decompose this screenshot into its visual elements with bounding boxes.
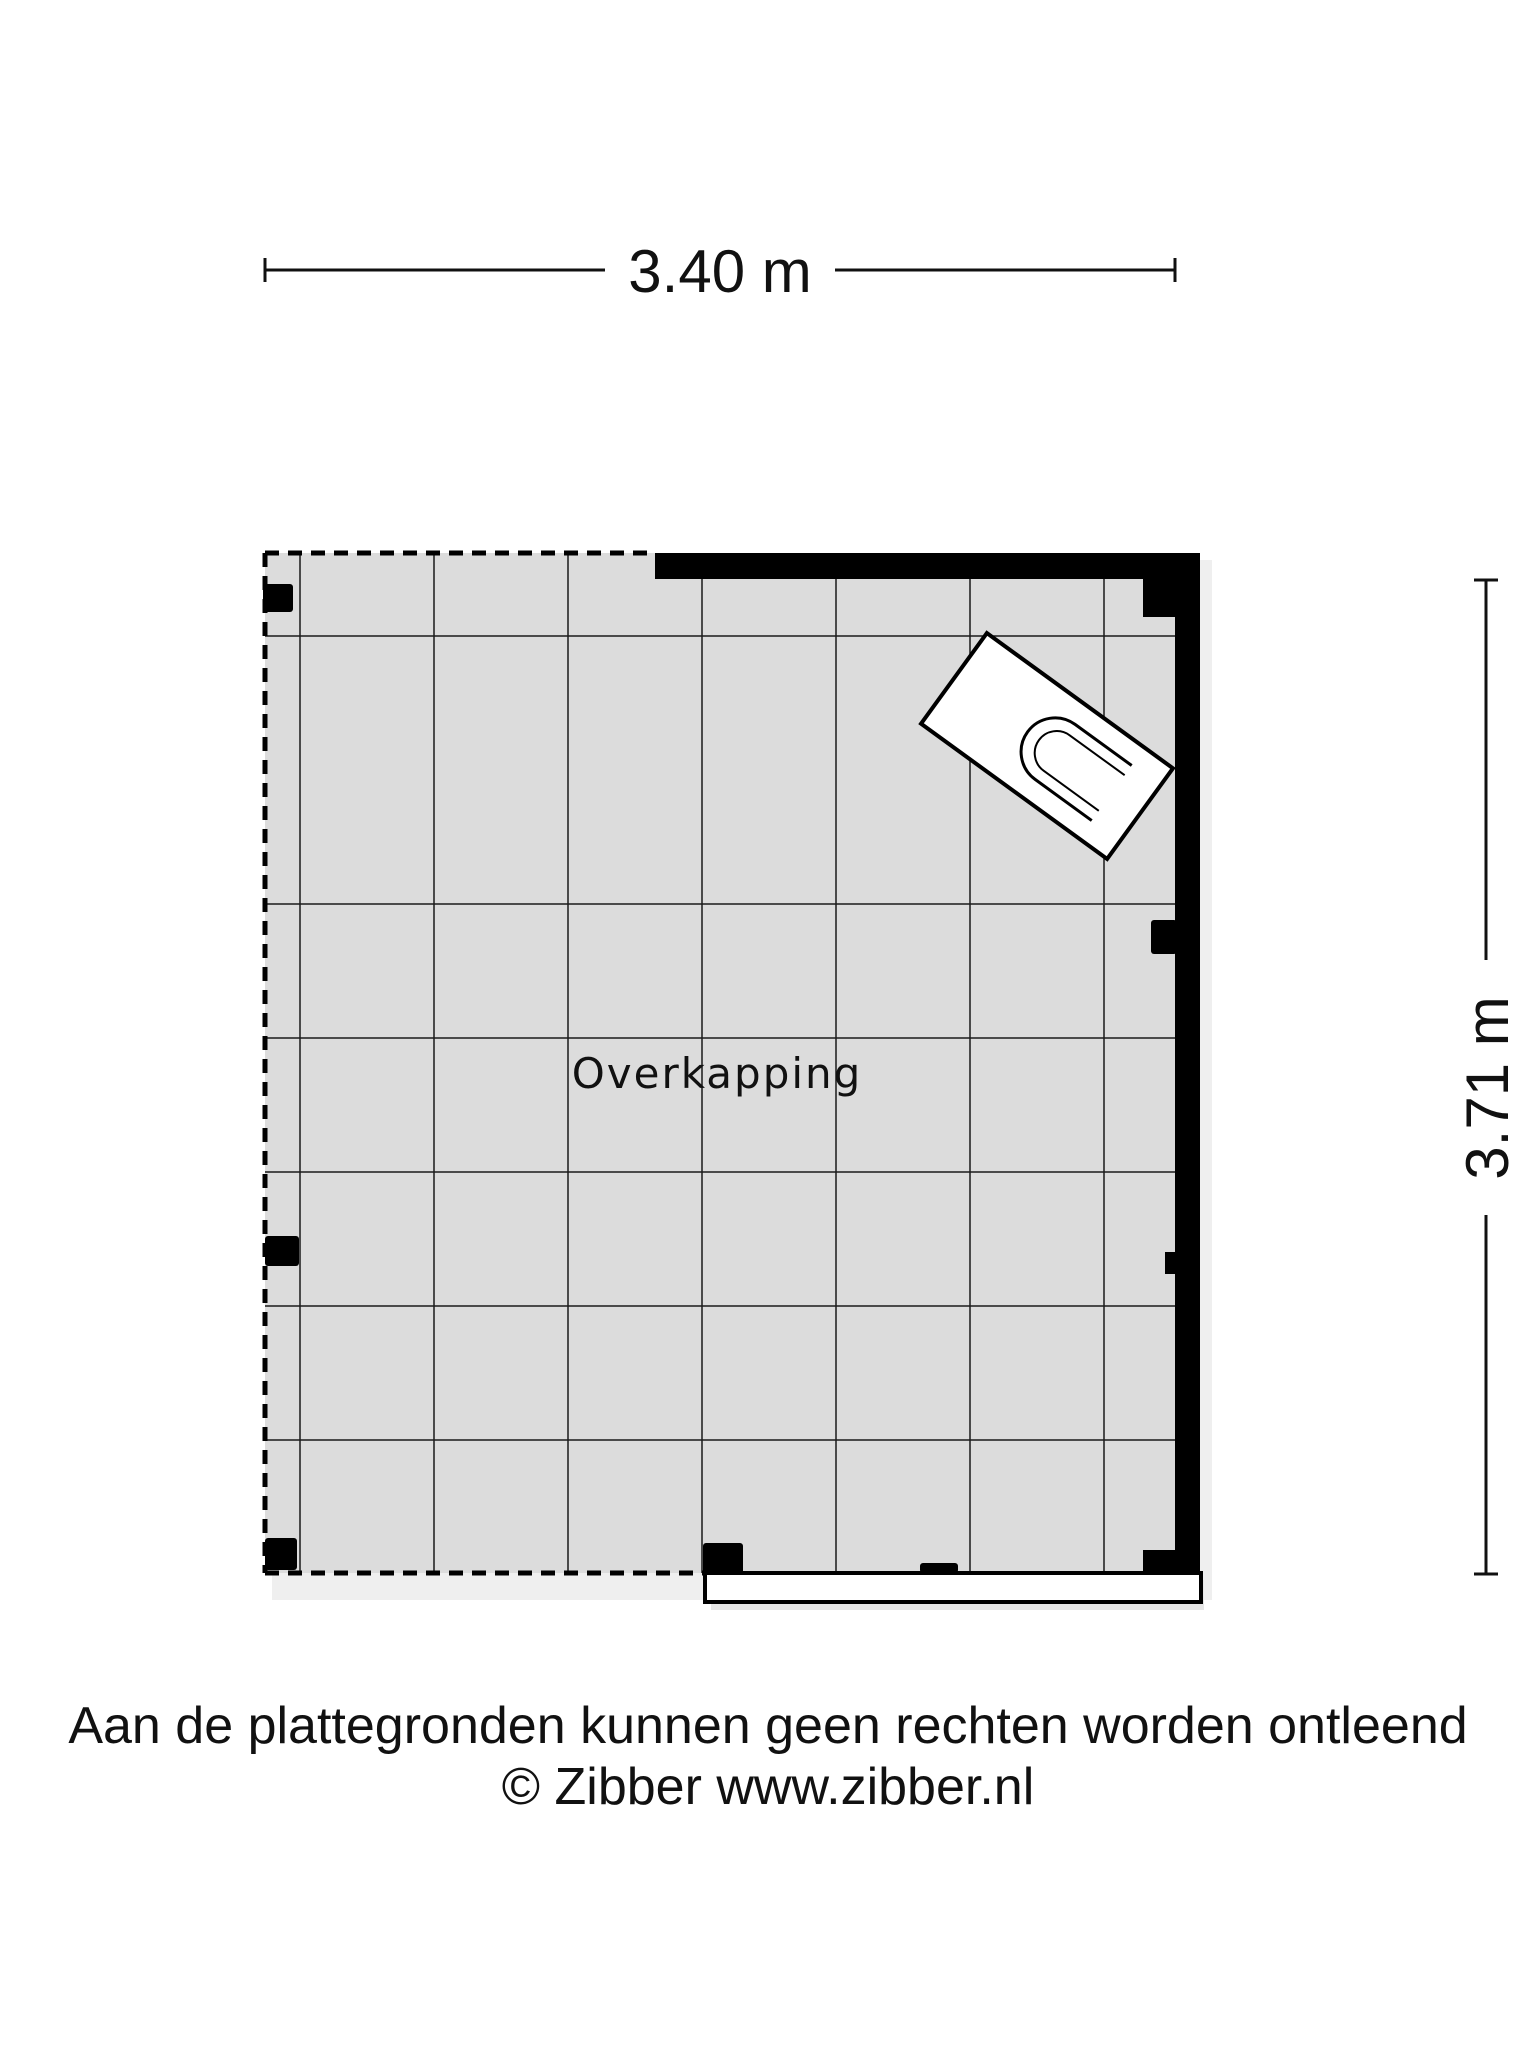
post-bottom-left <box>265 1538 297 1570</box>
post-right-upper <box>1151 920 1177 954</box>
post-top-left <box>263 584 293 612</box>
width-dimension <box>265 238 1175 305</box>
room-label: Overkapping <box>571 1049 863 1098</box>
width-label: 3.40 m <box>628 238 812 305</box>
post-top-right <box>1143 579 1178 617</box>
right-wall <box>1175 553 1200 1573</box>
top-wall <box>655 553 1200 579</box>
disclaimer-text: Aan de plattegronden kunnen geen rechten worden ontleend <box>68 1697 1468 1755</box>
depth-label: 3.71 m <box>1454 996 1521 1180</box>
copyright-text: © Zibber www.zibber.nl <box>501 1758 1035 1816</box>
post-right-lower <box>1165 1252 1177 1274</box>
depth-dimension <box>1454 580 1521 1574</box>
threshold <box>705 1573 1204 1610</box>
post-bottom-center <box>703 1543 743 1575</box>
post-middle-left <box>265 1236 299 1266</box>
